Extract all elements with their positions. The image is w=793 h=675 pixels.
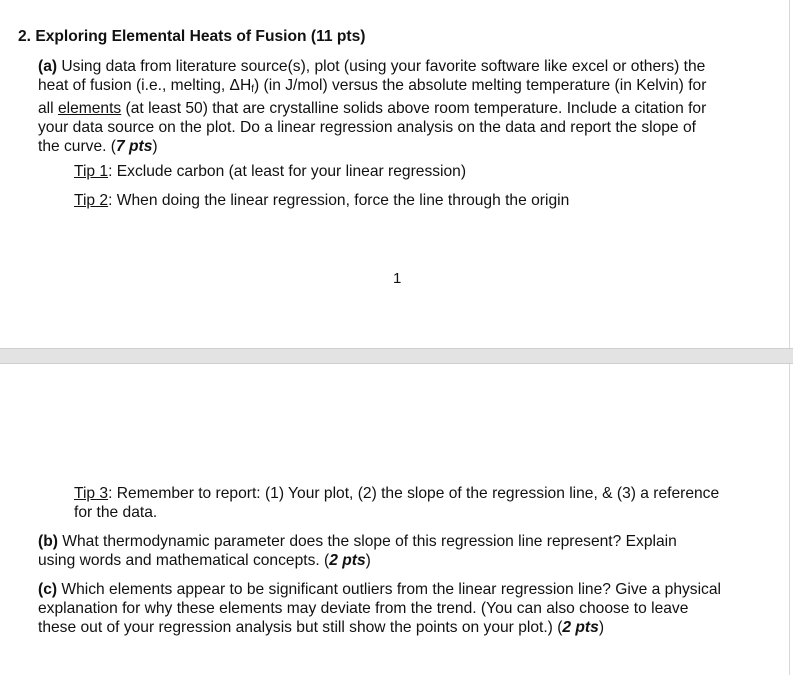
- part-a-line-5: the curve. (7 pts): [38, 138, 158, 155]
- part-a-line-1: (a) Using data from literature source(s), plot (using your favorite software like excel or others) the: [38, 58, 706, 75]
- tip-3-label: Tip 3: [74, 485, 109, 502]
- part-c-line-1: (c) Which elements appear to be significant outliers from the linear regression line? Give a physical: [38, 581, 721, 598]
- part-a-paragraph: [38, 57, 748, 156]
- part-b-paragraph: [38, 532, 677, 570]
- part-b-label: (b): [38, 533, 58, 550]
- tip-1-label: Tip 1: [74, 163, 109, 180]
- part-c-line-2: explanation for why these elements may deviate from the trend. (You can also choose to leave: [38, 600, 689, 617]
- tip-2-text: : When doing the linear regression, force the line through the origin: [108, 192, 570, 209]
- page-2: [0, 364, 790, 675]
- tip-3-line-1: [74, 484, 719, 503]
- part-a-line-2: heat of fusion (i.e., melting, $\Delta H_f$) (in J/mol) versus the absolute melting temperature (in Kelvin) for: [38, 77, 707, 95]
- part-c-label: (c): [38, 581, 58, 598]
- tip-3-text: : Remember to report: (1) Your plot, (2) the slope of the regression line, & (3) a reference: [108, 485, 720, 502]
- part-a-points: 7 pts: [116, 138, 153, 155]
- part-c-paragraph: [38, 580, 721, 637]
- tip-3-line-2: for the data.: [74, 504, 158, 521]
- part-b-line-1: (b) What thermodynamic parameter does the slope of this regression line represent? Explain: [38, 533, 677, 550]
- question-heading: 2. Exploring Elemental Heats of Fusion (11 pts): [18, 28, 366, 45]
- subscript-f: f: [251, 84, 255, 95]
- tip-2-label: Tip 2: [74, 192, 109, 209]
- part-a-line-4: your data source on the plot. Do a linear regression analysis on the data and report the slope of: [38, 119, 696, 136]
- tip-1: [74, 162, 466, 181]
- page-separator: [0, 348, 793, 364]
- part-b-line-2: using words and mathematical concepts. (2 pts): [38, 552, 371, 569]
- tip-1-text: : Exclude carbon (at least for your linear regression): [108, 163, 467, 180]
- elements-link[interactable]: elements: [57, 100, 122, 117]
- part-c-line-3: these out of your regression analysis but still show the points on your plot.) (2 pts): [38, 619, 605, 636]
- tip-3: [74, 484, 719, 522]
- part-a-label: (a): [38, 58, 58, 75]
- part-a-line-3: all elements (at least 50) that are crystalline solids above room temperature. Include a citation for: [38, 100, 707, 117]
- part-c-points: 2 pts: [562, 619, 599, 636]
- page-number: 1: [393, 270, 402, 287]
- part-b-points: 2 pts: [329, 552, 366, 569]
- tip-2: [74, 191, 569, 210]
